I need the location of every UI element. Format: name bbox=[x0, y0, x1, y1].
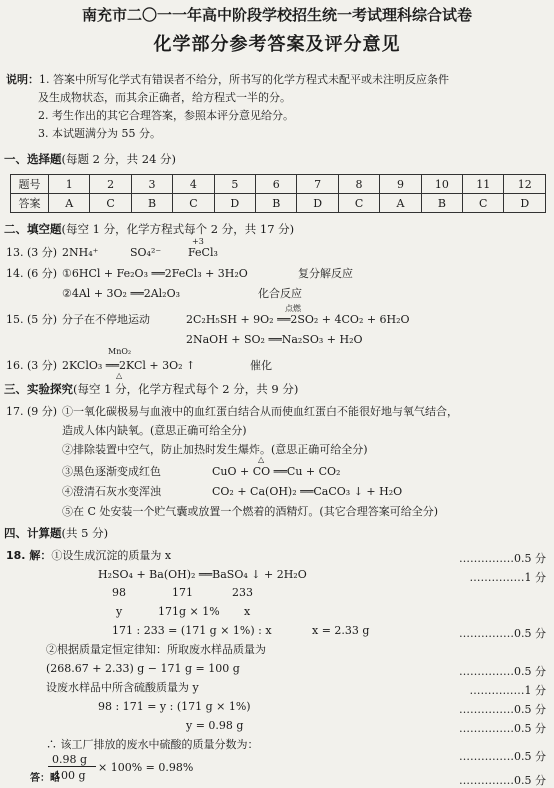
score-mark: ……………0.5 分 bbox=[459, 750, 546, 763]
q15-equation-1: 2C₂H₅SH + 9O₂ ══2SO₂ + 4CO₂ + 6H₂O bbox=[186, 313, 410, 326]
q18-fraction-denominator: 100 g bbox=[54, 769, 86, 782]
score-mark: ……………0.5 分 bbox=[459, 627, 546, 640]
table-header-cell: 题号 bbox=[11, 175, 49, 194]
score-mark: ……………0.5 分 bbox=[459, 774, 546, 787]
note-1b: 及生成物状态，而其余正确者，给方程式一半的分。 bbox=[38, 91, 291, 104]
q18-final-answer: 答：略 bbox=[30, 773, 60, 784]
q18-result-2: y = 0.98 g bbox=[186, 719, 244, 732]
note-3: 3. 本试题满分为 55 分。 bbox=[38, 127, 161, 140]
q16-catalyst: MnO₂ bbox=[108, 347, 132, 356]
q18-var-2: 171g × 1% bbox=[158, 605, 220, 618]
q14-type-2: 化合反应 bbox=[258, 287, 302, 300]
q18-fraction-result: × 100% = 0.98% bbox=[98, 761, 194, 774]
q18-result-1: x = 2.33 g bbox=[312, 624, 370, 637]
score-mark: ……………1 分 bbox=[469, 684, 546, 697]
q13-answer-1: 2NH₄⁺ bbox=[62, 246, 99, 259]
q15-condition: 点燃 bbox=[285, 304, 301, 313]
q15-label: 15. (5 分) bbox=[6, 313, 58, 326]
q14-equation-1: ①6HCl + Fe₂O₃ ══2FeCl₃ + 3H₂O bbox=[62, 267, 248, 280]
answer-table bbox=[10, 174, 546, 213]
q17-line-5a: ④澄清石灰水变浑浊 bbox=[62, 485, 161, 498]
q17-line-3: ②排除装置中空气，防止加热时发生爆炸。(意思正确可给全分) bbox=[62, 443, 368, 456]
q18-ratio-1: 171 : 233 = (171 g × 1%) : x bbox=[112, 624, 272, 637]
q14-label: 14. (6 分) bbox=[6, 267, 58, 280]
table-row-answers: 答案 A C B C D B D C A B C D bbox=[11, 194, 546, 213]
q18-label: 18. 解：①设生成沉淀的质量为 x bbox=[6, 549, 172, 562]
q16-equation: 2KClO₃ ══2KCl + 3O₂ ↑ bbox=[62, 359, 196, 372]
score-mark: ……………0.5 分 bbox=[459, 703, 546, 716]
q17-line-1: ①一氧化碳极易与血液中的血红蛋白结合从而使血红蛋白不能很好地与氧气结合， bbox=[62, 405, 458, 418]
notes-label: 说明：1. 答案中所写化学式有错误者不给分，所书写的化学方程式未配平或未注明反应条件 bbox=[6, 73, 449, 86]
section2-heading: 二、填空题(每空 1 分，化学方程式每个 2 分，共 17 分) bbox=[4, 222, 295, 236]
q17-heat: △ bbox=[258, 455, 265, 464]
q16-label: 16. (3 分) bbox=[6, 359, 58, 372]
table-header-cell: 答案 bbox=[11, 194, 49, 213]
q18-step-4: ∴ 该工厂排放的废水中硫酸的质量分数为： bbox=[46, 738, 259, 751]
q17-line-6: ⑤在 C 处安装一个贮气囊或放置一个燃着的酒精灯。(其它合理答案可给全分) bbox=[62, 505, 438, 518]
section4-heading: 四、计算题(共 5 分) bbox=[4, 526, 109, 540]
q17-line-4a: ③黑色逐渐变成红色 bbox=[62, 465, 161, 478]
score-mark: ……………0.5 分 bbox=[459, 722, 546, 735]
q18-var-1: y bbox=[116, 605, 123, 618]
q18-step-3: 设废水样品中所含硫酸质量为 y bbox=[46, 681, 199, 694]
q18-equation: H₂SO₄ + Ba(OH)₂ ══BaSO₄ ↓ + 2H₂O bbox=[98, 568, 307, 581]
score-mark: ……………0.5 分 bbox=[459, 552, 546, 565]
q18-step-1: ①设生成沉淀的质量为 x bbox=[51, 549, 172, 562]
q18-mass-2: 171 bbox=[172, 586, 193, 599]
section3-heading: 三、实验探究(每空 1 分，化学方程式每个 2 分，共 9 分) bbox=[4, 382, 299, 396]
q15-answer-1: 分子在不停地运动 bbox=[62, 313, 150, 326]
fraction-bar bbox=[48, 766, 96, 767]
section1-heading: 一、选择题(每题 2 分，共 24 分) bbox=[4, 152, 177, 166]
score-mark: ……………1 分 bbox=[469, 571, 546, 584]
q16-answer-2: 催化 bbox=[250, 359, 272, 372]
q15-equation-2: 2NaOH + SO₂ ══Na₂SO₃ + H₂O bbox=[186, 333, 363, 346]
q13-answer-3: FeCl₃ bbox=[188, 246, 218, 259]
note-2: 2. 考生作出的其它合理答案，参照本评分意见给分。 bbox=[38, 109, 294, 122]
q18-ratio-2: 98 : 171 = y : (171 g × 1%) bbox=[98, 700, 251, 713]
q18-fraction-numerator: 0.98 g bbox=[52, 753, 88, 766]
q14-equation-2: ②4Al + 3O₂ ══2Al₂O₃ bbox=[62, 287, 180, 300]
q14-type-1: 复分解反应 bbox=[298, 267, 353, 280]
q13-valence: +3 bbox=[192, 237, 204, 246]
q18-mass-1: 98 bbox=[112, 586, 126, 599]
q17-line-2: 造成人体内缺氧。(意思正确可给全分) bbox=[62, 424, 247, 437]
note-1a: 1. 答案中所写化学式有错误者不给分，所书写的化学方程式未配平或未注明反应条件 bbox=[39, 73, 449, 86]
q13-answer-2: SO₄²⁻ bbox=[130, 246, 162, 259]
score-mark: ……………0.5 分 bbox=[459, 665, 546, 678]
q17-line-5b: CO₂ + Ca(OH)₂ ══CaCO₃ ↓ + H₂O bbox=[212, 485, 403, 498]
page-subtitle: 化学部分参考答案及评分意见 bbox=[153, 34, 401, 55]
q18-calc-2: (268.67 + 2.33) g − 171 g = 100 g bbox=[46, 662, 240, 675]
q16-heat: △ bbox=[116, 371, 123, 380]
q18-var-3: x bbox=[244, 605, 251, 618]
page-title: 南充市二〇一一年高中阶段学校招生统一考试理科综合试卷 bbox=[81, 6, 472, 24]
q17-label: 17. (9 分) bbox=[6, 405, 58, 418]
table-row-numbers: 题号 1 2 3 4 5 6 7 8 9 10 11 12 bbox=[11, 175, 546, 194]
q13-label: 13. (3 分) bbox=[6, 246, 58, 259]
q18-mass-3: 233 bbox=[232, 586, 253, 599]
q17-line-4b: CuO + CO ══Cu + CO₂ bbox=[212, 465, 341, 478]
q18-step-2: ②根据质量定恒定律知：所取废水样品质量为 bbox=[46, 643, 266, 656]
